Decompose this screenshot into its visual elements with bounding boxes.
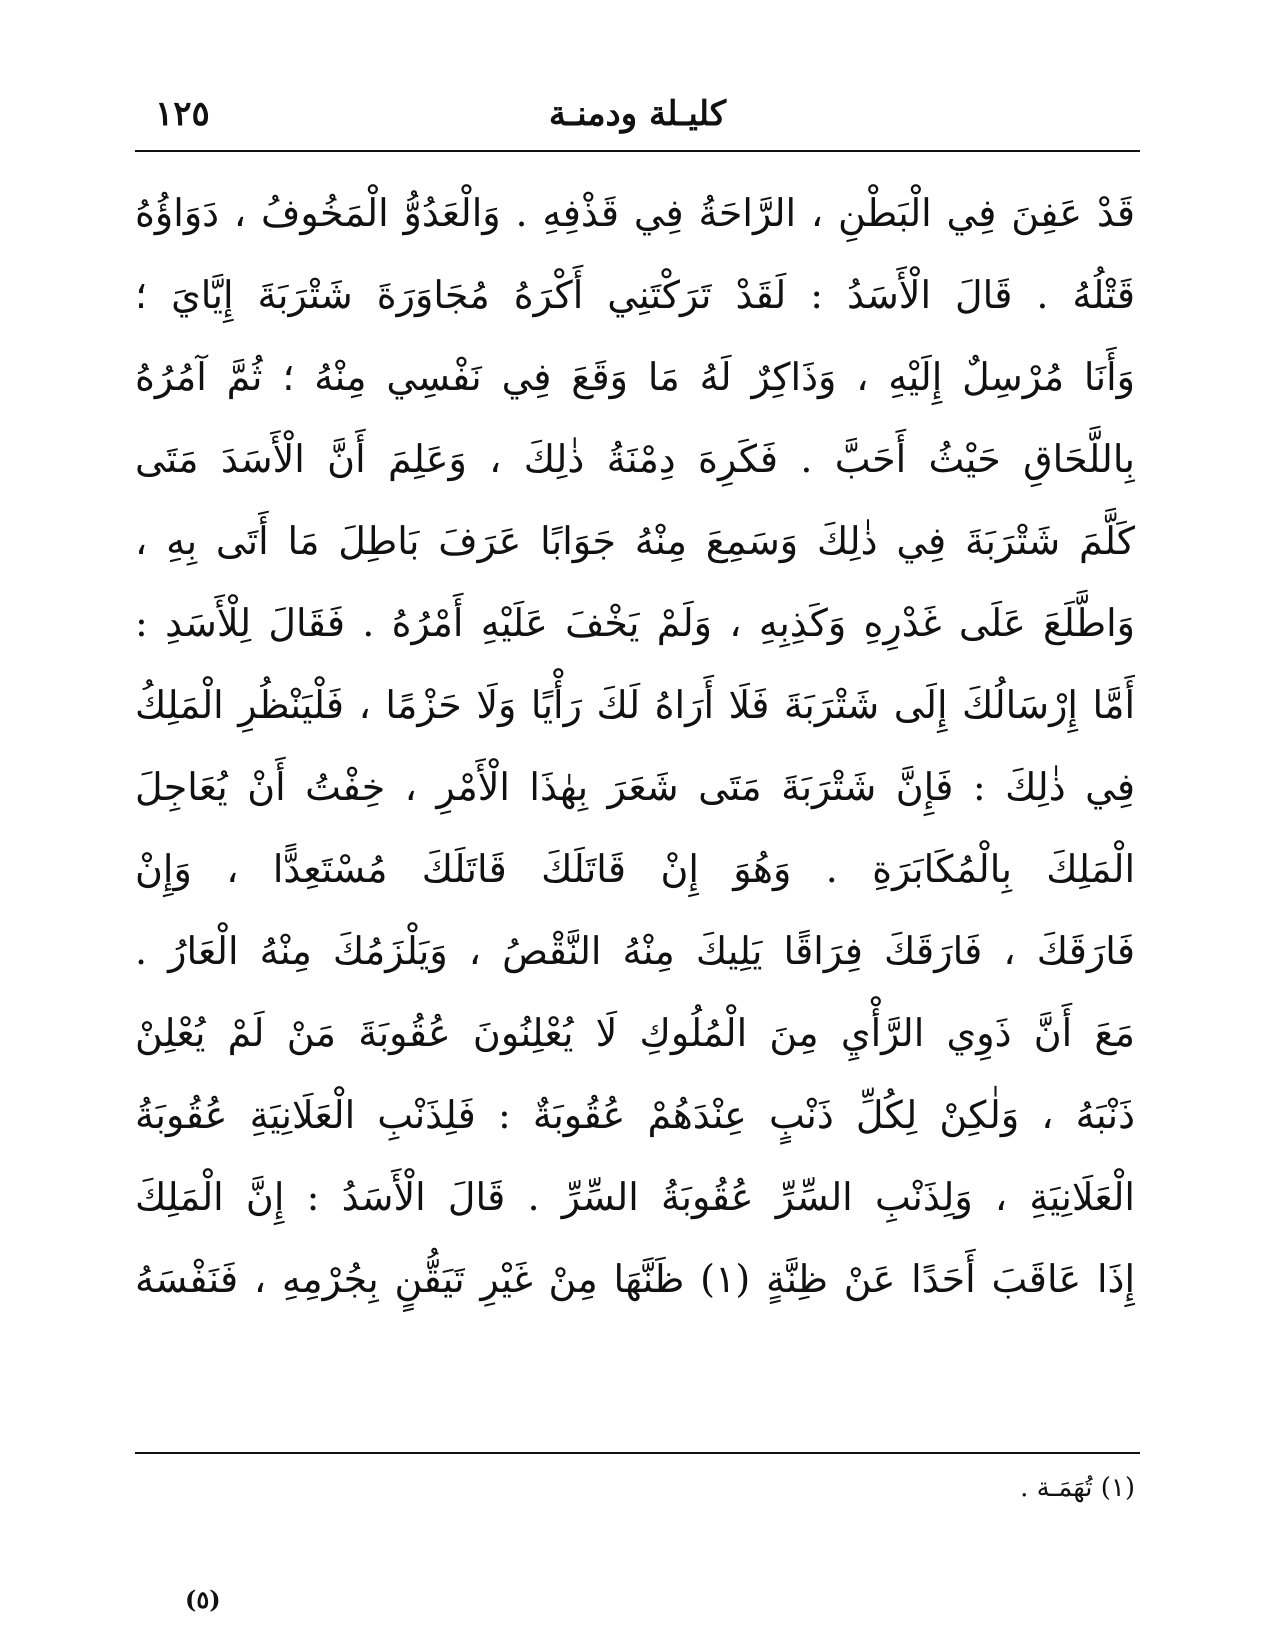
text-line-5: كَلَّمَ شَتْرَبَةَ فِي ذٰلِكَ وَسَمِعَ مِنْهُ جَوَابًا عَرَفَ بَاطِلَ مَا أَتَى بِهِ ، [135,519,1135,563]
footnote: (١) تُهَمَـة . [1020,1473,1135,1503]
page-header [135,88,1140,148]
text-line-11: مَعَ أَنَّ ذَوِي الرَّأْيِ مِنَ الْمُلُوكِ لَا يُعْلِنُونَ عُقُوبَةَ مَنْ لَمْ يُعْلِنْ [135,1011,1135,1055]
text-line-6: وَاطَّلَعَ عَلَى غَدْرِهِ وَكَذِبِهِ ، وَلَمْ يَخْفَ عَلَيْهِ أَمْرُهُ . فَقَالَ لِلْأَسَدِ : [135,601,1135,645]
signature-mark: (٥) [185,1585,221,1614]
text-line-14: إِذَا عَاقَبَ أَحَدًا عَنْ ظِنَّةٍ (١) ظَنَّهَا مِنْ غَيْرِ تَيَقُّنٍ بِجُرْمِهِ ، فَنَفْسَهُ [135,1257,1135,1301]
text-line-1: قَدْ عَفِنَ فِي الْبَطْنِ ، الرَّاحَةُ فِي قَذْفِهِ . وَالْعَدُوُّ الْمَخُوفُ ، دَوَاؤُهُ [135,191,1135,235]
footnote-rule [135,1452,1140,1454]
text-line-10: فَارَقَكَ ، فَارَقَكَ فِرَاقًا يَلِيكَ مِنْهُ النَّقْصُ ، وَيَلْزَمُكَ مِنْهُ الْعَارُ . [135,929,1135,973]
text-line-3: وَأَنَا مُرْسِلٌ إِلَيْهِ ، وَذَاكِرٌ لَهُ مَا وَقَعَ فِي نَفْسِي مِنْهُ ؛ ثُمَّ آمُرُهُ [135,355,1135,399]
running-title: كليـلة ودمنـة [548,94,727,134]
header-rule [135,150,1140,152]
text-line-2: قَتْلُهُ . قَالَ الْأَسَدُ : لَقَدْ تَرَكْتَنِي أَكْرَهُ مُجَاوَرَةَ شَتْرَبَةَ إِيَّايَ ؛ [135,273,1135,317]
text-line-7: أَمَّا إِرْسَالُكَ إِلَى شَتْرَبَةَ فَلَا أَرَاهُ لَكَ رَأْيًا وَلَا حَزْمًا ، فَلْيَنْظُرِ الْمَلِكُ [135,683,1135,727]
text-line-8: فِي ذٰلِكَ : فَإِنَّ شَتْرَبَةَ مَتَى شَعَرَ بِهٰذَا الْأَمْرِ ، خِفْتُ أَنْ يُعَاجِلَ [135,765,1135,809]
body-text [135,172,1135,1320]
page-number: ١٢٥ [155,94,210,134]
text-line-13: الْعَلَانِيَةِ ، وَلِذَنْبِ السِّرِّ عُقُوبَةُ السِّرِّ . قَالَ الْأَسَدُ : إِنَّ الْمَلِكَ [135,1175,1135,1219]
text-line-4: بِاللَّحَاقِ حَيْثُ أَحَبَّ . فَكَرِهَ دِمْنَةُ ذٰلِكَ ، وَعَلِمَ أَنَّ الْأَسَدَ مَتَى [135,437,1135,481]
text-line-12: ذَنْبَهُ ، وَلٰكِنْ لِكُلِّ ذَنْبٍ عِنْدَهُمْ عُقُوبَةٌ : فَلِذَنْبِ الْعَلَانِيَةِ عُقُوبَةُ [135,1093,1135,1137]
text-line-9: الْمَلِكَ بِالْمُكَابَرَةِ . وَهُوَ إِنْ قَاتَلَكَ قَاتَلَكَ مُسْتَعِدًّا ، وَإِنْ [135,847,1135,891]
